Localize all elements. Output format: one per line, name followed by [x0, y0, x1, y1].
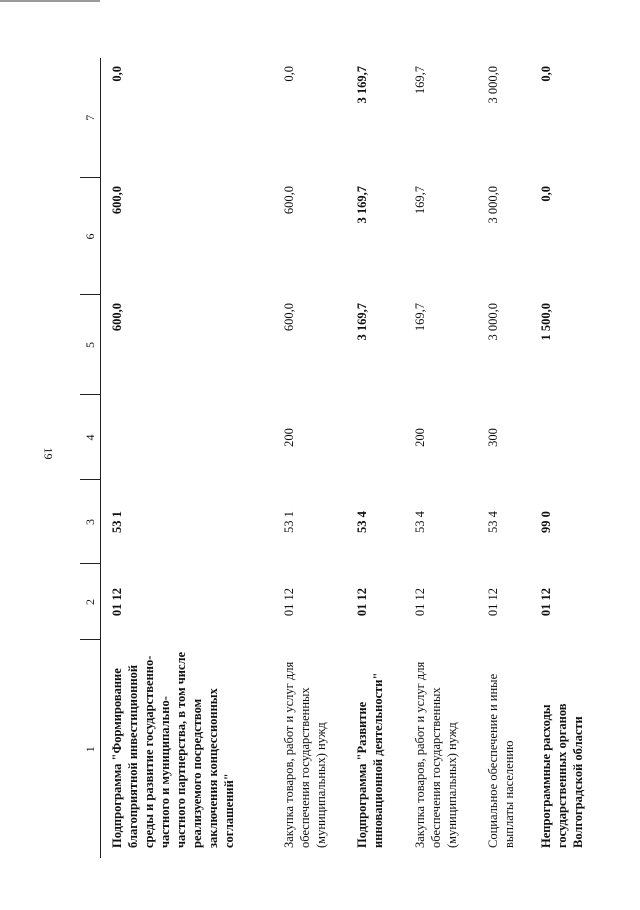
expense-type: [346, 395, 404, 480]
row-name: Подпрограмма "Развитие инновационной деятельности": [355, 672, 385, 848]
header-col-7: 7: [80, 58, 101, 178]
header-row: [80, 58, 101, 858]
rotated-table-container: [80, 58, 600, 858]
table-row: [101, 58, 274, 858]
amount-col-5: 1 500,0: [539, 303, 553, 341]
row-name: Закупка товаров, работ и услуг для обеспечения государственных (муниципальных) нужд: [282, 661, 328, 848]
amount-col-5: 600,0: [282, 303, 296, 332]
row-name: Социальное обеспечение и иные выплаты населению: [486, 673, 516, 848]
header-col-3: 3: [80, 480, 101, 564]
section-code: 01 12: [282, 587, 296, 617]
row-name: Непрограммные расходы государственных органов Волгоградской области: [539, 703, 585, 848]
page-number: 19: [41, 447, 56, 460]
program-code: 53 4: [355, 511, 369, 533]
amount-col-6: 600,0: [282, 186, 296, 215]
amount-col-5: 600,0: [110, 303, 124, 332]
section-code: 01 12: [486, 587, 500, 617]
table-row: [477, 58, 530, 858]
header-col-5: 5: [80, 295, 101, 395]
table-row: [404, 58, 477, 858]
table-row: [530, 58, 598, 858]
header-col-2: 2: [80, 564, 101, 640]
table-row: [346, 58, 404, 858]
program-code: 53 1: [282, 511, 296, 533]
amount-col-5: 3 169,7: [355, 303, 369, 341]
header-col-6: 6: [80, 178, 101, 295]
expense-type: 200: [282, 428, 296, 447]
expense-type: [530, 395, 598, 480]
row-name: Закупка товаров, работ и услуг для обеспечения государственных (муниципальных) нужд: [413, 661, 459, 848]
amount-col-6: 600,0: [110, 186, 124, 215]
expense-type: 300: [486, 428, 500, 447]
table-row: [273, 58, 346, 858]
program-code: 99 0: [539, 511, 553, 533]
amount-col-7: 3 000,0: [486, 66, 500, 104]
amount-col-7: 3 169,7: [355, 66, 369, 104]
row-name: Подпрограмма "Формирование благоприятной инвестиционной среды и развитие государственно-частного и муниципально-частного партнерства, в том числе реализуемого посредством заключения концессионных соглашений": [110, 651, 236, 848]
amount-col-5: 169,7: [413, 303, 427, 332]
amount-col-7: 0,0: [282, 66, 296, 82]
section-code: 01 12: [110, 587, 124, 617]
header-col-1: 1: [80, 640, 101, 858]
section-code: 01 12: [539, 587, 553, 617]
budget-table: [80, 58, 598, 858]
program-code: 53 1: [110, 511, 124, 533]
program-code: 53 4: [413, 511, 427, 533]
amount-col-7: 0,0: [110, 66, 124, 82]
expense-type: 200: [413, 428, 427, 447]
expense-type: [101, 395, 274, 480]
amount-col-6: 3 169,7: [355, 186, 369, 224]
program-code: 53 4: [486, 511, 500, 533]
amount-col-5: 3 000,0: [486, 303, 500, 341]
section-code: 01 12: [355, 587, 369, 617]
header-col-4: 4: [80, 395, 101, 480]
amount-col-7: 169,7: [413, 66, 427, 95]
scan-edge-mark: [0, 0, 100, 2]
amount-col-6: 169,7: [413, 186, 427, 215]
amount-col-6: 0,0: [539, 186, 553, 202]
amount-col-7: 0,0: [539, 66, 553, 82]
section-code: 01 12: [413, 587, 427, 617]
amount-col-6: 3 000,0: [486, 186, 500, 224]
